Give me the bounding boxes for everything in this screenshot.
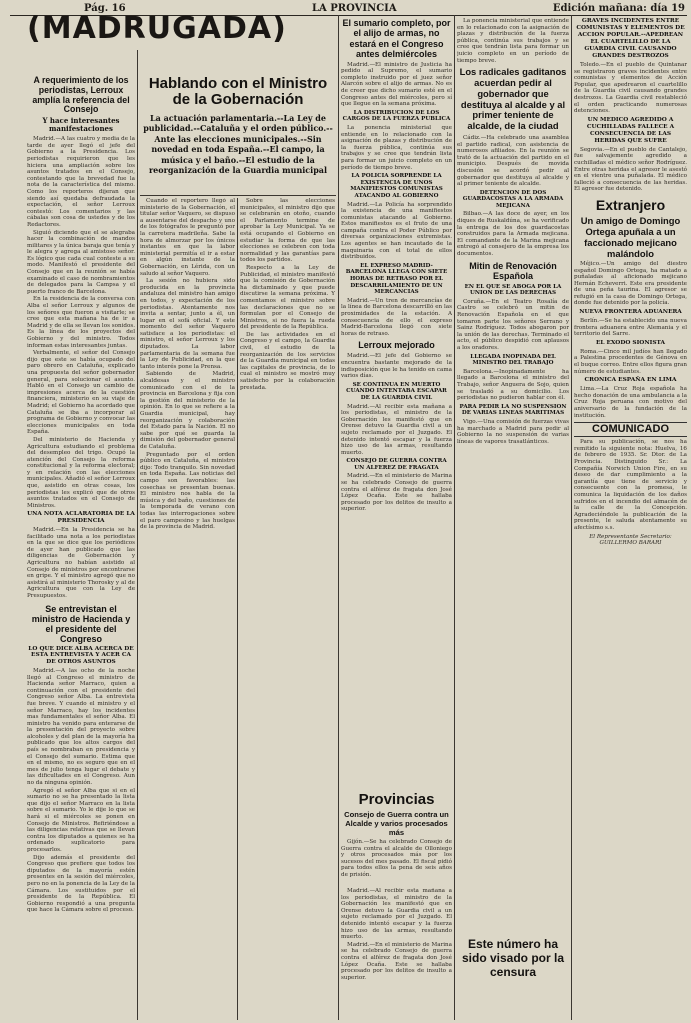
left-paragraph: Del ministerio de Hacienda y Agricultura estudiando el problema del desempleo del trigo. Ocupó la atención del Consejo la reforma constitucional y la reforma electoral; y en relación con las elecciones municipales. Añadió el señor Lerroux que, asistido en otras cosas, los periodistas les explicó que de otros asuntos tratados en el Consejo de Ministros. (27, 436, 135, 509)
center-paragraph: De las actividades en el Congreso y el campo, la Guardia civil, el estudio de la reorganización de los servicios de la Guardia municipal en todas las capitales de provincia, de lo cual el ministro se mostró muy satisfecho por la colaboración prestada. (240, 331, 335, 391)
left-paragraph: Verbalmente, el señor del Consejo dijo que este se había ocupado del paro obrero en Cataluña, explicado una propuesta del señor gobernador general, para solucionar el asunto. Habló en el Consejo un cambio de impresiones acerca de la cuestión financiera, ministerio en su viaje de Madrid; el Gobierno ha acordado que Cataluña se iba a incorporar al programa de Gobierno y convocar las elecciones municipales en toda España. (27, 350, 135, 436)
interview-subheadline: LO QUE DICE ALBA ACERCA DE ESTA ENTREVISTA Y ACER CA DE OTROS ASUNTOS (28, 645, 134, 666)
interview-headline: Se entrevistan el ministro de Hacienda y el presidente del Congreso (31, 603, 131, 644)
llegada-subhead: LLEGADA INOPINADA DEL MINISTRO DEL TRABAJO (470, 353, 556, 367)
extranjero-headline: Extranjero (595, 196, 666, 213)
fifth-paragraph: Cádiz.—Ha celebrado una asamblea el partido radical, con asistencia de numerosos afiliados. En la reunión se trató de la actuación del partido en el municipio. Después de movida discusión se acordó pedir al gobernador que destituya al alcalde y al primer teniente de alcalde. (457, 134, 569, 188)
right-top-headline: GRAVES INCIDENTES ENTRE COMUNISTAS Y ELEMENTOS DE ACCION POPULAR.--APEDREAN EL CUARTELILLO DE LA GUARDIA CIVIL CAUSANDO GRANDES DESTROZOS (576, 18, 685, 59)
mid-subhead: SE CONTINUA EN MUERTO CUANDO INTENTABA ESCAPAR DE LA GUARDIA CIVIL (346, 381, 447, 401)
mid-paragraph: Madrid.—En el ministerio de Marina se ha celebrado Consejo de guerra contra el alférez de fragata don José López Ocaña. Este se hallaba procesado por los delitos de insulto a superior. (341, 473, 452, 513)
right-paragraph: Lima.—La Cruz Roja española ha hecho donación de una ambulancia a la Cruz Roja peruana con motivo del aniversario de la fundación de la institución. (574, 386, 687, 419)
left-paragraph: Madrid.—A las cuatro y media de la tarde de ayer llegó el jefe del Gobierno a la Presidencia. Los periodistas requirieron que les hiciera una ampliación sobre los asuntos tratados en el Consejo, contestando que la brevedad fue la nota de la característica del mismo. Como los reporteros dijeran que siendo así quedaba defraudada la expectación, el señor Lerroux contestó: Los comentarios y las cábalas son cosa de ustedes y de los Redactores. (27, 136, 135, 228)
provincias-paragraph: Gijón.—Se ha celebrado Consejo de Guerra contra el alcalde de Olloniego y otros procesados más por los sucesos del mes pasado. El fiscal pidió para todos ellos la pena de seis años de prisión. (341, 839, 452, 878)
center-deck: La actuación parlamentaria.--La Ley de publicidad.--Cataluña y el orden público.--Ante las elecciones municipales.--Sin novedad en toda España.--El campo, la música y el baño.--El estudio de la reorganización de la Guardia municipal (143, 113, 333, 176)
right-paragraph: Méjico.—Un amigo del diestro español Domingo Ortega, ha matado a puñaladas al aficionado mejicano Hernán Echeverri. Este era presidente de una peña taurina. El agresor se refugió en la casa de Domingo Ortega, donde fue detenido por la policía. (574, 260, 687, 307)
center-headline: Hablando con el Ministro de la Gobernación (148, 75, 328, 108)
comunicado-headline: COMUNICADO (574, 422, 687, 437)
mid-subhead: EL EXPRESO MADRID-BARCELONA LLEGA CON SIETE HORAS DE RETRASO POR EL DESCARRILAMIENTO DE UN MERCANCIAS (345, 262, 448, 296)
frontera-subhead: NUEVA FRONTERA ADUANERA (579, 309, 682, 316)
mid-paragraph: La ponencia ministerial que entiende en lo relacionado con la asignación de plazas y distribución de la fuerza pública, continúa sus trabajos y se cree que tendrán lista para formar un juicio completo en un período de tiempo breve. (341, 124, 452, 171)
column-rule (571, 15, 572, 1020)
right-column (574, 18, 687, 1020)
column-rule (338, 15, 339, 1020)
provincias-deck: Consejo de Guerra contra un Alcalde y varios procesados más (344, 810, 449, 837)
center-paragraph: Sabiendo de Madrid, alcaldesas y el ministro comunicado con el de la provincia en Barcelona y fija con la gestión del ministerio de la opinión. En lo que se refiere a la Guardia municipal, hay reorganización y colaboración del Estado para la Nación. El no sabe por qué se guarda la dimisión del gobernador general de Cataluña. (140, 371, 235, 450)
pedir-subhead: PARA PEDIR LA NO SUSPENSION DE VARIAS LINEAS MARITIMAS (459, 403, 567, 417)
provincias-block (341, 790, 452, 886)
mid-paragraph: Madrid.—El ministro de Justicia ha pedido al Supremo, el sumario completo instruido por el juez señor Alarcón sobre el alijo de armas. No es de creer que dicho sumario esté en el Congreso antes del miércoles, pero sí que llegue en la semana próxima. (341, 61, 452, 108)
center-column-b (240, 198, 335, 1020)
masthead-title: LA PROVINCIA (312, 3, 397, 14)
center-paragraph: Cuando el reportero llegó al ministerio de la Gobernación, el titular señor Vaquero, se dispuso a ausentarse del despacho y uno de los fotógrafos le preguntó por la carretera madrileña. Sabe la hora de almorzar por los únicos instantes en que la labor ministerial permitía el ir a estar en algún instante de la Gobernación, en Lérida, con un saludo al señor Vaquero. (140, 198, 235, 277)
provincias-continued (341, 888, 452, 1020)
provincias-paragraph: Madrid.—En el ministerio de Marina se ha celebrado Consejo de guerra contra el alférez de fragata don José López Ocaña. Este se hallaba procesado por los delitos de insulto a superior. (341, 941, 452, 981)
center-paragraph: Sobre las elecciones municipales, el ministro dijo que se celebrarán en otoño, cuando el Parlamento termine de aprobar la Ley Municipal. Ya se está ocupando el Gobierno en estudiar la forma de que las elecciones se celebren con toda normalidad y las garantías para todos los partidos. (240, 198, 335, 264)
mid-paragraph: Madrid.—Un tren de mercancías de la línea de Barcelona descarrilló en las proximidades de la estación. A consecuencia de ello el expreso Madrid-Barcelona llegó con siete horas de retraso. (341, 297, 452, 337)
interview-paragraph: Dijo además el presidente del Congreso que prefiere que todos los diputados de la mayoría estén presentes en la sesión del miércoles, pero no en la ponencia de la Ley de la Cámara. Los sustituidos por el presidente de la República. El Gobierno respondió a una pregunta que hace la Cámara sobre el proceso. (27, 854, 135, 914)
mitin-headline: Mitin de Renovación Española (469, 260, 557, 281)
column-rule (237, 198, 238, 1020)
medico-headline: UN MEDICO AGREDIDO A CUCHILLADAS FALLECE A CONSECUENCIA DE LAS HERIDAS QUE SUFRE (586, 116, 675, 144)
left-column (27, 76, 135, 1020)
provincias-headline: Provincias (358, 791, 435, 808)
nota-heading: UNA NOTA ACLARATORIA DE LA PRESIDENCIA (27, 511, 135, 525)
mid-headline: El sumario completo, por el alijo de armas, no estará en el Congreso antes delmiércoles (342, 18, 451, 60)
column-rule (454, 15, 455, 1020)
exodo-subhead: EL EXODO SIONISTA (595, 339, 666, 346)
lima-subhead: CRONICA ESPAÑA EN LIMA (584, 377, 677, 384)
fifth-paragraph: Barcelona.—Inopinadamente ha llegado a Barcelona el ministro del Trabajo, señor Anguera de Sojo, quien se trasladó a su domicilio. Los periodistas no pudieron hablar con él. (457, 368, 569, 402)
left-subheadline: Y hace interesantes manifestaciones (42, 116, 120, 134)
banner-headline: (MADRUGADA) (27, 11, 287, 46)
mid-subhead: LA DISTRIBUCION DE LOS CARGOS DE LA FUERZA PUBLICA (342, 109, 451, 123)
censorship-notice (457, 935, 569, 1020)
center-paragraph: Preguntado por el orden público en Cataluña, el ministro dijo: Todo tranquilo. Sin novedad en toda España. Las noticias del campo son favorables: las cosechas se presentan buenas. El ministro nos habla de la música y del baño, cuestiones de la temporada de verano con todas las interrogaciones sobre el paro campesino y las huelgas de la provincia de Madrid. (140, 451, 235, 531)
edition-label: Edición mañana: día 19 (552, 3, 685, 14)
censura-headline: Este número ha sido visado por la censura (461, 937, 565, 979)
mid-paragraph: Madrid.—La Policía ha sorprendido la existencia de una manifiestos comunistas atacando al Gobierno. Estos manifiestos es el fruto de una campaña contra el Poder Público por diversas organizaciones extremistas. Los agentes se han incautado de la maquinaria con el total de ellos distribuidos. (341, 201, 452, 261)
right-paragraph: Roma.—Cinco mil judíos han llegado a Palestina procedentes de Génova en el buque correo. Entre ellos figura gran número de estudiantes. (574, 348, 687, 375)
radicales-headline: Los radicales gaditanos acuerdan pedir al gobernador que destituya al alcalde y al primer teniente de alcalde, de la ciudad (459, 66, 567, 132)
column-rule (137, 50, 138, 1020)
right-paragraph: Para su publicación, se nos ha remitido la siguiente nota: Huelva, 16 de febrero de 1935. Sr. Dtor. de La Provincia. Distinguido Sr.: La Compañía Norwich Union Fire, en su deseo de dar cumplimiento a la garantía que tiene de servicio y consecuente con la promesa, le comunica la liquidación de los daños sufridos en el incendio del almacén de la calle de la Concepción. Agradeciéndole la publicación de la presente, le saluda atentamente su afectísimo s.s. (574, 439, 687, 531)
leroux-headline: Lerroux mejorado (358, 340, 435, 351)
right-paragraph: Segovia.—En el pueblo de Cantalejo, fue salvajemente agredido a cuchilladas el médico señor Rodríguez. Entre otras heridas el agresor le asestó en el vientre una puñalada. El médico falleció a consecuencia de las heridas. El agresor fue detenido. (574, 146, 687, 193)
mitin-subhead: EN EL QUE SE ABOGA POR LA UNION DE LAS DERECHAS (464, 283, 562, 297)
comunicado-signature: El Representante Secretario: GUILLERMO BARARI (589, 533, 672, 547)
center-paragraph: La sesión no hubiera sido producida en la provincia andaluza del ministro han amigo en todos, y expectación de los periodistas. Atentamente nos invita a sentar, junto a él, un lugar en el sofá oficial. Y este momento del señor Vaquero satisface a los periodistas: el ministro, el señor Lerroux y los diputados. La labor parlamentaria de la semana fue la Ley de Publicidad, en la que tanto interés pone la Prensa. (140, 278, 235, 370)
right-paragraph: Berlín.—Se ha establecido una nueva frontera aduanera entre Alemania y el territorio del Sarre. (574, 318, 687, 338)
left-article (27, 136, 135, 509)
fifth-paragraph: Bilbao.—A las doce de ayer, en los diques de Ruskaldúna, se ha verificado la entrega de los dos guardacostas construidos para la Armada mejicana. El comandante de la Marina mejicana entregó al consejero de la empresa los documentos. (457, 211, 569, 258)
interview-paragraph: Madrid.—A las ocho de la noche llegó al Congreso el ministro de Hacienda señor Marraco, quien a continuación con el presidente del Congreso señor Alba. La entrevista fue breve. Y cuando el ministro y el señor Marraco, hay los incidentes mas fundamentales el señor Alba. El ministro ha venido para enterarse de la presentación del proyecto sobre alcoholes y del plan de la mayoría ha publicado que los altos cargos del país se nombraban en presidencia y el Consejo del sumario. Estima que en el mismo, no es seguro que en el mes de julio tenga lugar el debate y las dificultades en el Congreso. Aun no da ninguna opinión. (27, 667, 135, 787)
center-paragraph: Respecto a la Ley de Publicidad, el ministro manifestó que la comisión de Gobernación ha dictaminado y que puede discutirse la semana próxima. Y comentamos el ministro sobre las declaraciones que no se formulan por el Consejo de Ministros, si no fuera la rueda del presidente de la República. (240, 264, 335, 331)
mid-paragraph: Madrid.—Al recibir esta mañana a los periodistas, el ministro de la Gobernación les manifestó que en Orense detuvo la Guardia civil a un sujeto reclamado por el Juzgado. El detenido intentó escapar y la fuerza hizo uso de las armas, resultando muerto. (341, 403, 452, 456)
right-paragraph: Toledo.—En el pueblo de Quintanar se registraron graves incidentes entre comunistas y elementos de Acción Popular, que apedrearon el cuartelillo de la Guardia civil causando grandes destrozos. La Guardia civil restableció el orden practicando numerosas detenciones. (574, 62, 687, 115)
left-paragraph: En la residencia de la conversa con Alba el señor Lerroux y algunos de los señores que fueron a visitarle; se cree que esta mañana ha de ir a Madrid y de ella se llevan los sonidos. Es la línea de los proyectos del Gobierno y del ministro. Todos informan estas interesantes juntas. (27, 296, 135, 349)
fifth-paragraph: La ponencia ministerial que entiende en lo relacionado con la asignación de plazas y distribución de la fuerza pública, continúa sus trabajos y se cree que tendrán lista para formar un juicio completo en un período de tiempo breve. (457, 18, 569, 64)
fifth-column (457, 18, 569, 1020)
interview-paragraph: Agregó el señor Alba que si en el sumario no se ha presentado la lista que dijo el señor Marraco en la lista sobre el sumario. Yo le dije lo que se hará si el miércoles se ponen en Consejo de Ministros. Refiriéndose a las diligencias relativas que se llevan contra los diputados a quienes se ha ordenado suplicatorio para procesarlos. (27, 787, 135, 853)
left-paragraph: Siguió diciendo que el se alegraba hacer la combinación de mandos militares y la única baraja que tenía y le alegra y agrega al amistoso señor. Es lógico que cada cual conteste a su modo. Manifestó el presidente del Consejo que en la reunión se había examinado el caso de nombramientos de delegados para la Campsa y el puerto franco de Barcelona. (27, 229, 135, 295)
page-number: Pág. 16 (84, 3, 126, 14)
mid-subhead: LA POLICIA SORPRENDE LA EXISTENCIA DE UNOS MANIFIESTOS COMUNISTAS ATACANDO AL GOBIERNO (350, 173, 443, 199)
guardacostas-subhead: DETENCION DE DOS GUARDACOSTAS A LA ARMADA MEJICANA (462, 189, 564, 209)
center-rule (140, 195, 336, 196)
fifth-paragraph: Vigo.—Una comisión de fuerzas vivas ha marchado a Madrid para pedir al Gobierno la no suspensión de varias líneas de vapores trasatlánticos. (457, 418, 569, 445)
left-headline: A requerimiento de los periodistas, Lerroux amplía la referencia del Consejo (32, 76, 130, 115)
mid-subhead: CONSEJO DE GUERRA CONTRA UN ALFEREZ DE FRAGATA (346, 458, 447, 471)
provincias-paragraph: Madrid.—Al recibir esta mañana a los periodistas, el ministro de la Gobernación les manifestó que en Orense detuvo la Guardia civil a un sujeto reclamado por el Juzgado. El detenido intentó escapar y la fuerza hizo uso de las armas, resultando muerto. (341, 888, 452, 941)
fifth-paragraph: Coruña.—En el Teatro Rosalía de Castro se celebró un mitin de Renovación Española en el que tomaron parte los señores Serrano y Sainz Rodríguez. Todos abogaron por la unión de las derechas. Terminado el acto, el público despidió con aplausos a los oradores. (457, 298, 569, 351)
ortega-headline: Un amigo de Domingo Ortega apuñala a un faccionado mejicano malándolo (580, 214, 681, 259)
nota-paragraph: Madrid.—En la Presidencia se ha facilitado una nota a los periodistas en la que se dice que los periódicos de ayer han publicado que las diligencias de Gobernación y Agricultura no habían asistido al Consejo de ministros por encontrarse en gripe. Y el ministro agregó que no asistirá al ministerio Thorosky y al de Agricultura que con la Ley de Presupuestos. (27, 527, 135, 599)
mid-paragraph: Madrid.—El jefe del Gobierno se encuentra bastante mejorado de la indisposición que le ha tenido en cama varios días. (341, 353, 452, 380)
middle-column (341, 18, 452, 886)
center-column-a (140, 198, 235, 1020)
